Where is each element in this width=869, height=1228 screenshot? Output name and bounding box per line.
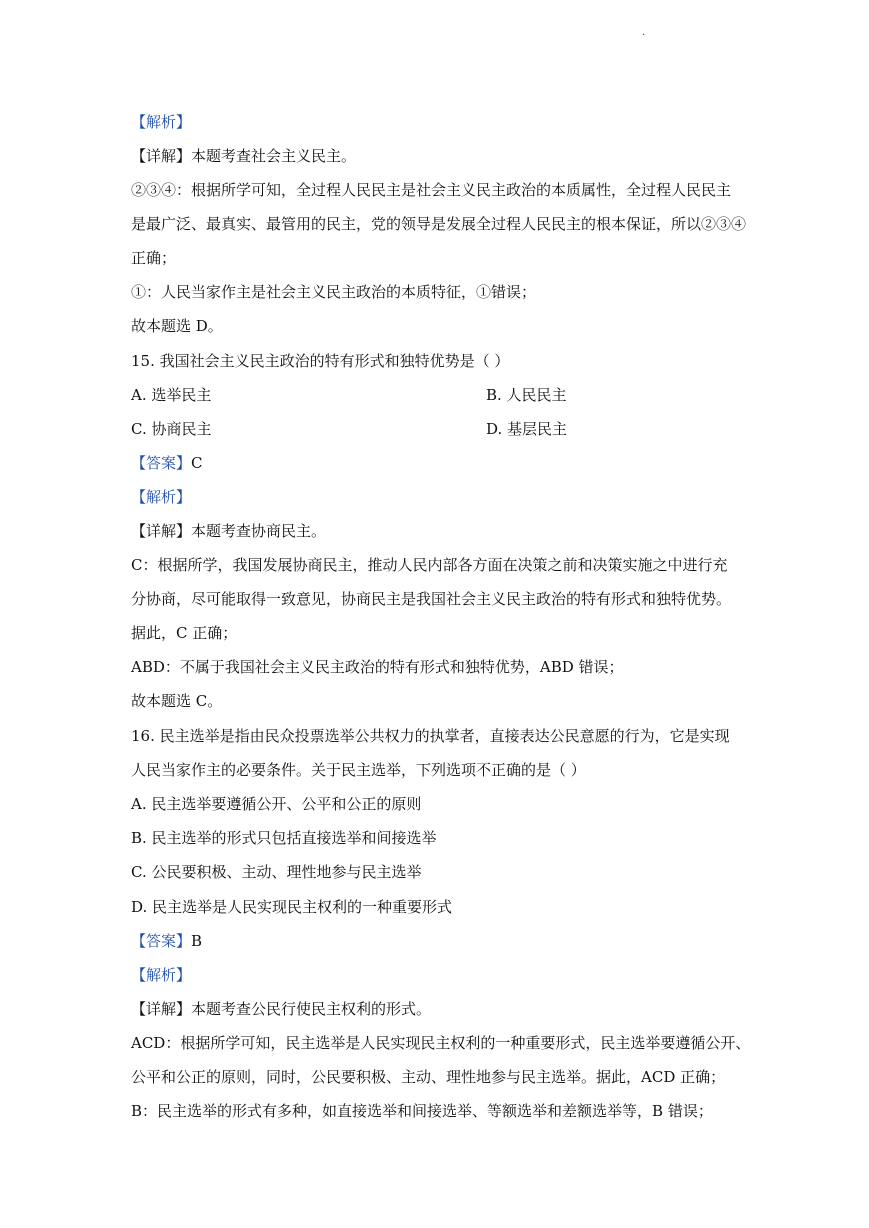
detail-tag: 【详解】 xyxy=(131,147,192,165)
q14-line: ①：人民当家作主是社会主义民主政治的本质特征，①错误； xyxy=(131,283,537,301)
q14-detail xyxy=(131,146,731,166)
q15-line: 故本题选 C。 xyxy=(131,692,223,710)
q16-stem-line: 16. 民主选举是指由民众投票选举公共权力的执掌者，直接表达公民意愿的行为，它是实现 xyxy=(131,727,730,745)
q16-line: ACD：根据所学可知，民主选举是人民实现民主权利的一种重要形式，民主选举要遵循公开、 xyxy=(131,1034,751,1052)
q16-option-a: A. 民主选举要遵循公开、公平和公正的原则 xyxy=(131,795,422,813)
header-mark: · xyxy=(642,30,646,41)
detail-tag: 【详解】 xyxy=(131,522,192,540)
q14-analysis-heading xyxy=(131,112,731,132)
q16-analysis-heading xyxy=(131,965,731,985)
q14-line: 故本题选 D。 xyxy=(131,317,223,335)
answer-value: B xyxy=(191,932,203,950)
q14-line: 是最广泛、最真实、最管用的民主，党的领导是发展全过程人民民主的根本保证，所以②③④ xyxy=(131,215,747,233)
analysis-tag: 【解析】 xyxy=(131,113,192,131)
q15-line: ABD：不属于我国社会主义民主政治的特有形式和独特优势，ABD 错误； xyxy=(131,658,624,676)
q15-option-row xyxy=(131,385,731,405)
q16-line: 公平和公正的原则，同时，公民要积极、主动、理性地参与民主选举。据此，ACD 正确； xyxy=(131,1068,726,1086)
q16-line: B：民主选举的形式有多种，如直接选举和间接选举、等额选举和差额选举等，B 错误； xyxy=(131,1102,713,1120)
answer-tag: 【答案】 xyxy=(131,454,192,472)
detail-text: 本题考查社会主义民主。 xyxy=(191,147,357,165)
q16-detail xyxy=(131,999,731,1019)
q15-option-row xyxy=(131,419,731,439)
q15-analysis-heading xyxy=(131,487,731,507)
q15-option-b: B. 人民民主 xyxy=(486,386,567,404)
q15-detail xyxy=(131,521,731,541)
q16-option-c: C. 公民要积极、主动、理性地参与民主选举 xyxy=(131,863,422,881)
answer-tag: 【答案】 xyxy=(131,932,192,950)
analysis-tag: 【解析】 xyxy=(131,966,192,984)
q15-option-c: C. 协商民主 xyxy=(131,420,212,438)
q15-option-a: A. 选举民主 xyxy=(131,386,212,404)
q16-option-d: D. 民主选举是人民实现民主权利的一种重要形式 xyxy=(131,898,453,916)
q15-line: C：根据所学，我国发展协商民主，推动人民内部各方面在决策之前和决策实施之中进行充 xyxy=(131,556,728,574)
detail-tag: 【详解】 xyxy=(131,1000,192,1018)
detail-text: 本题考查协商民主。 xyxy=(191,522,327,540)
q16-stem-line: 人民当家作主的必要条件。关于民主选举，下列选项不正确的是（ ） xyxy=(131,761,586,779)
q14-line: 正确； xyxy=(131,249,177,267)
q14-line: ②③④：根据所学可知，全过程人民民主是社会主义民主政治的本质属性，全过程人民民主 xyxy=(131,181,732,199)
q16-option-b: B. 民主选举的形式只包括直接选举和间接选举 xyxy=(131,829,437,847)
q15-option-d: D. 基层民主 xyxy=(486,420,568,438)
q16-answer xyxy=(131,931,731,951)
q15-stem: 15. 我国社会主义民主政治的特有形式和独特优势是（ ） xyxy=(131,352,510,370)
answer-value: C xyxy=(191,454,203,472)
q15-line: 分协商，尽可能取得一致意见，协商民主是我国社会主义民主政治的特有形式和独特优势。 xyxy=(131,590,732,608)
analysis-tag: 【解析】 xyxy=(131,488,192,506)
q15-line: 据此，C 正确； xyxy=(131,624,238,642)
detail-text: 本题考查公民行使民主权利的形式。 xyxy=(191,1000,432,1018)
q15-answer xyxy=(131,453,731,473)
